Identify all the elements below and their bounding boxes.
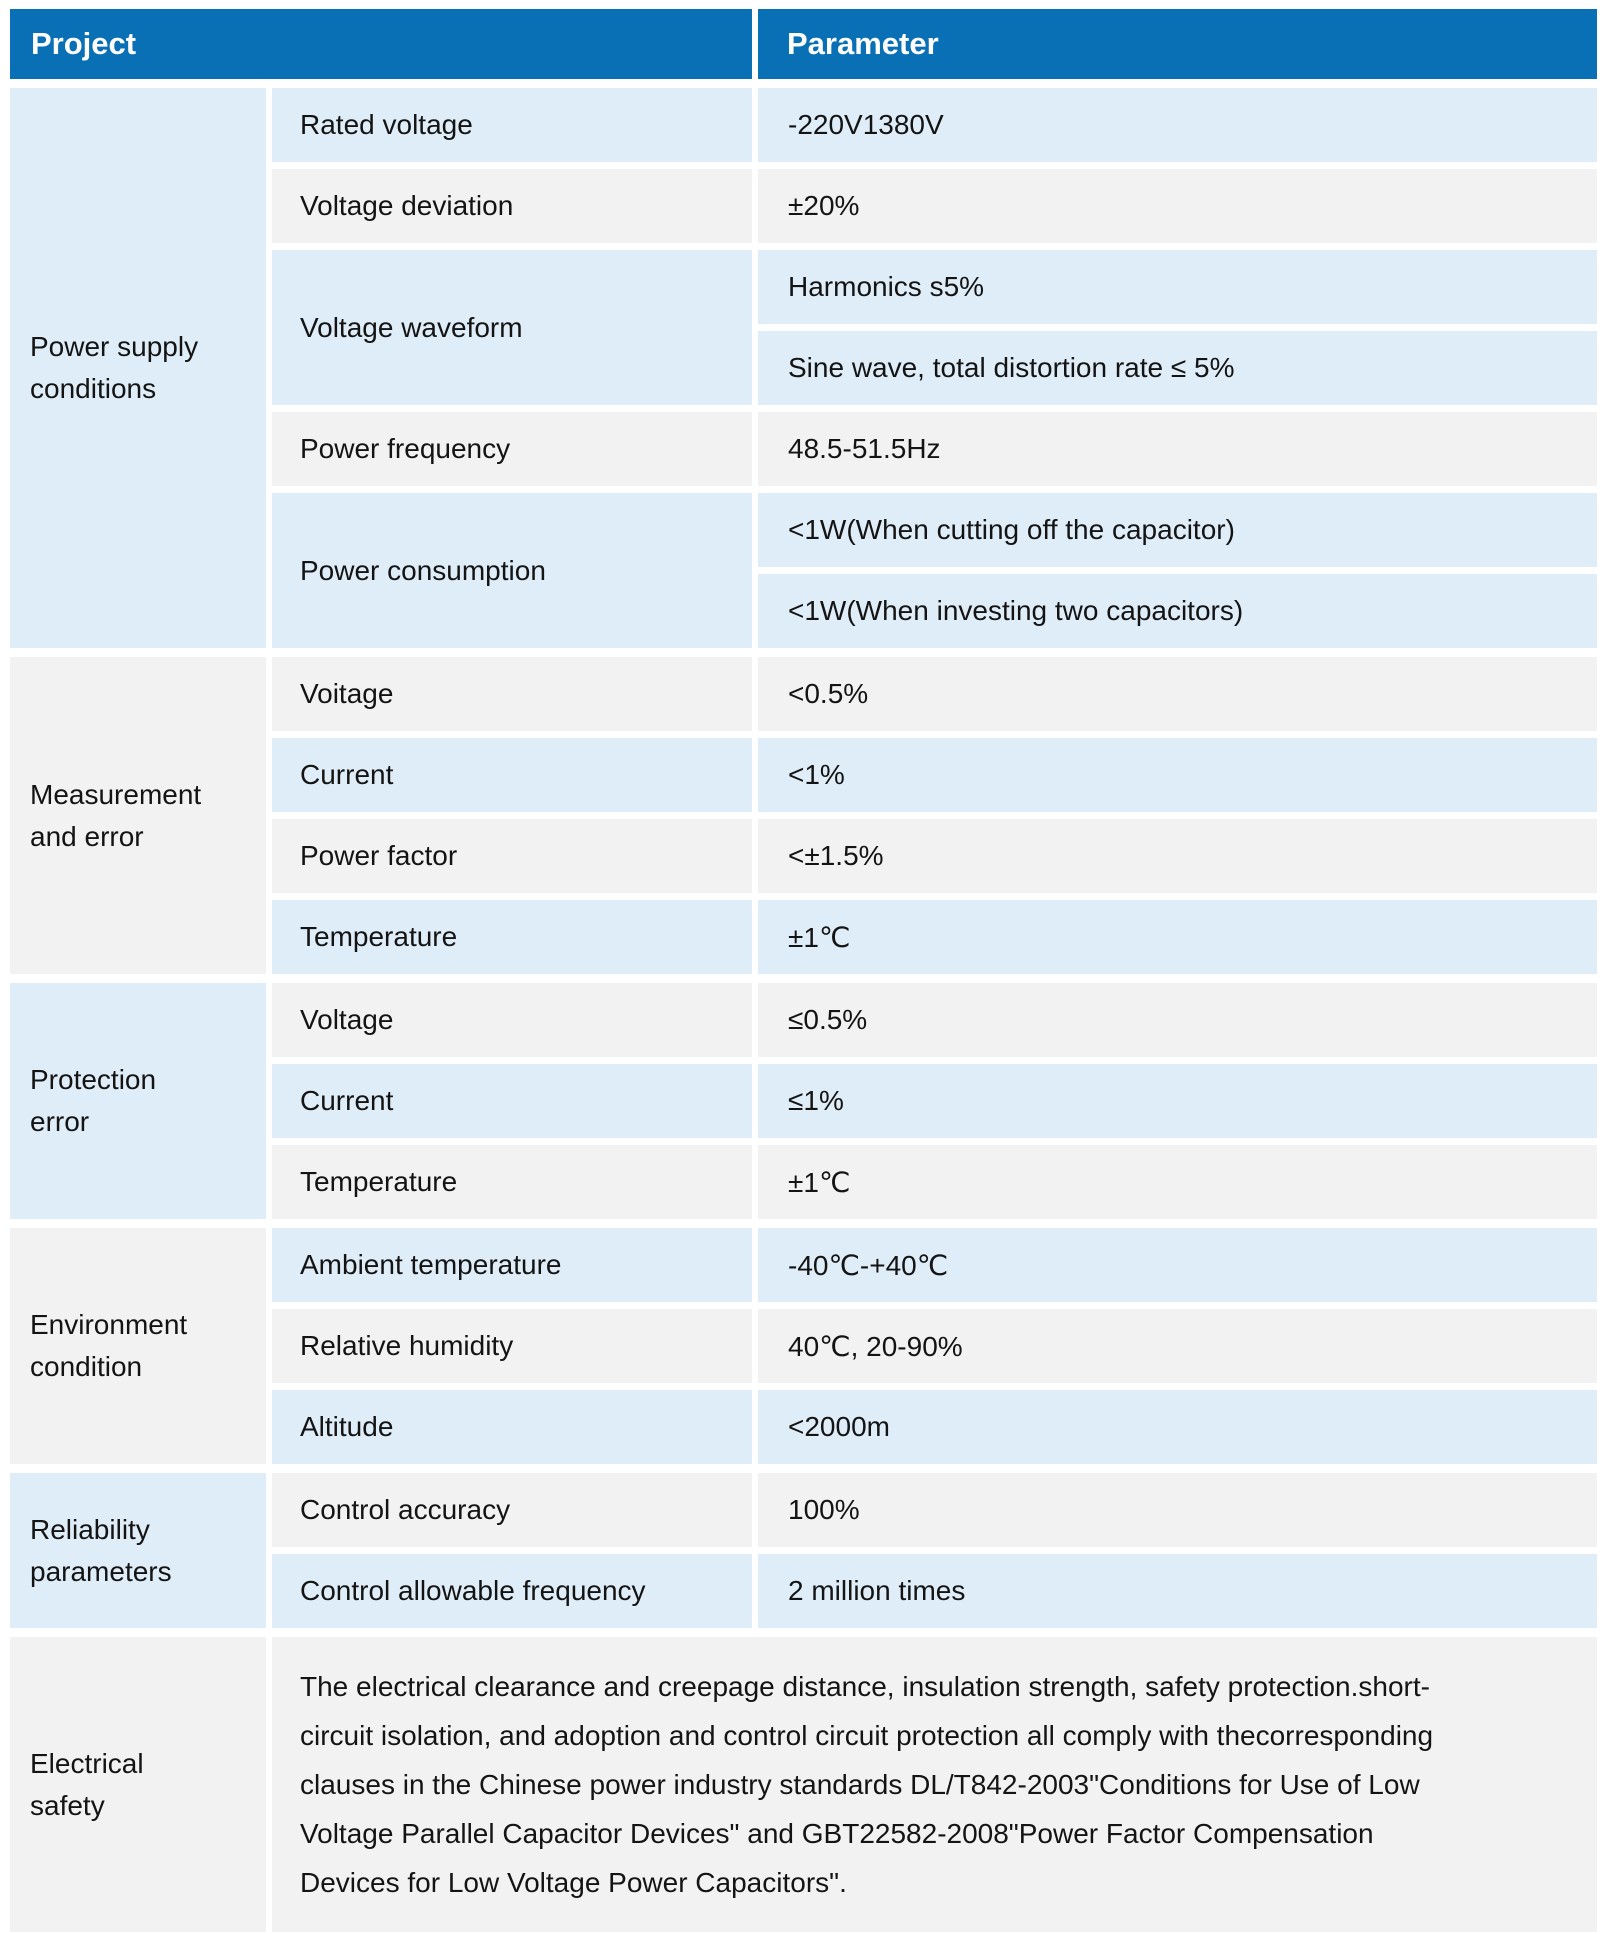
param-value: <±1.5% xyxy=(758,819,1597,893)
param-value: 100% xyxy=(758,1473,1597,1547)
param-values xyxy=(758,88,1597,162)
table-header-row xyxy=(10,9,1597,79)
group-label-environment-condition: Environment condition xyxy=(10,1228,266,1464)
group-body xyxy=(272,1637,1597,1932)
param-name-control-accuracy: Control accuracy xyxy=(272,1473,752,1547)
param-values xyxy=(758,983,1597,1057)
group-measurement-and-error xyxy=(10,657,1597,974)
table-row xyxy=(272,88,1597,162)
group-label-power-supply-conditions: Power supply conditions xyxy=(10,88,266,648)
group-full-text: The electrical clearance and creepage distance, insulation strength, safety protection.short-circuit isolation, and adoption and control circuit protection all comply with thecorresponding clauses in the Chinese power industry standards DL/T842-2003"Conditions for Use of Low Voltage Parallel Capacitor Devices" and GBT22582-2008"Power Factor Compensation Devices for Low Voltage Power Capacitors". xyxy=(272,1637,1597,1932)
param-value: <2000m xyxy=(758,1390,1597,1464)
table-row xyxy=(272,738,1597,812)
group-body xyxy=(272,983,1597,1219)
table-row xyxy=(272,983,1597,1057)
table-row xyxy=(272,1145,1597,1219)
param-value: 48.5-51.5Hz xyxy=(758,412,1597,486)
param-values xyxy=(758,1309,1597,1383)
param-name-temperature: Temperature xyxy=(272,1145,752,1219)
param-values xyxy=(758,900,1597,974)
param-values xyxy=(758,1554,1597,1628)
param-value: <0.5% xyxy=(758,657,1597,731)
param-value: -220V1380V xyxy=(758,88,1597,162)
param-values xyxy=(758,819,1597,893)
table-row xyxy=(272,819,1597,893)
table-row xyxy=(272,1473,1597,1547)
param-values xyxy=(758,493,1597,648)
group-power-supply-conditions xyxy=(10,88,1597,648)
param-value: ±1℃ xyxy=(758,1145,1597,1219)
column-header-parameter: Parameter xyxy=(758,9,1597,79)
param-name-power-frequency: Power frequency xyxy=(272,412,752,486)
group-environment-condition xyxy=(10,1228,1597,1464)
param-value: ±20% xyxy=(758,169,1597,243)
param-name-altitude: Altitude xyxy=(272,1390,752,1464)
group-body xyxy=(272,1228,1597,1464)
table-row xyxy=(272,1554,1597,1628)
param-name-voltage-deviation: Voltage deviation xyxy=(272,169,752,243)
param-name-voitage: Voitage xyxy=(272,657,752,731)
param-name-current: Current xyxy=(272,738,752,812)
param-name-control-allowable-frequency: Control allowable frequency xyxy=(272,1554,752,1628)
param-name-relative-humidity: Relative humidity xyxy=(272,1309,752,1383)
group-body xyxy=(272,88,1597,648)
table-body xyxy=(10,88,1597,1932)
param-values xyxy=(758,738,1597,812)
param-value: ≤1% xyxy=(758,1064,1597,1138)
group-body xyxy=(272,657,1597,974)
param-values xyxy=(758,1473,1597,1547)
param-values xyxy=(758,412,1597,486)
param-value: 40℃, 20-90% xyxy=(758,1309,1597,1383)
param-name-temperature: Temperature xyxy=(272,900,752,974)
param-value: <1W(When cutting off the capacitor) xyxy=(758,493,1597,567)
param-name-voltage: Voltage xyxy=(272,983,752,1057)
param-name-power-consumption: Power consumption xyxy=(272,493,752,648)
param-values xyxy=(758,250,1597,405)
group-body xyxy=(272,1473,1597,1628)
table-row xyxy=(272,1309,1597,1383)
param-value: Harmonics s5% xyxy=(758,250,1597,324)
table-row xyxy=(272,1390,1597,1464)
param-value: Sine wave, total distortion rate ≤ 5% xyxy=(758,331,1597,405)
table-row xyxy=(272,1064,1597,1138)
param-values xyxy=(758,657,1597,731)
param-values xyxy=(758,1390,1597,1464)
param-value: -40℃-+40℃ xyxy=(758,1228,1597,1302)
table-row xyxy=(272,493,1597,648)
param-name-ambient-temperature: Ambient temperature xyxy=(272,1228,752,1302)
group-label-electrical-safety: Electrical safety xyxy=(10,1637,266,1932)
table-row xyxy=(272,250,1597,405)
param-values xyxy=(758,1145,1597,1219)
param-values xyxy=(758,169,1597,243)
param-name-current: Current xyxy=(272,1064,752,1138)
table-row xyxy=(272,412,1597,486)
group-label-reliability-parameters: Reliability parameters xyxy=(10,1473,266,1628)
param-value: 2 million times xyxy=(758,1554,1597,1628)
param-value: <1W(When investing two capacitors) xyxy=(758,574,1597,648)
param-name-power-factor: Power factor xyxy=(272,819,752,893)
group-label-protection-error: Protection error xyxy=(10,983,266,1219)
group-protection-error xyxy=(10,983,1597,1219)
param-values xyxy=(758,1228,1597,1302)
param-name-rated-voltage: Rated voltage xyxy=(272,88,752,162)
spec-table xyxy=(10,9,1597,1932)
group-label-measurement-and-error: Measurement and error xyxy=(10,657,266,974)
table-row xyxy=(272,900,1597,974)
table-row xyxy=(272,169,1597,243)
column-header-project: Project xyxy=(10,9,752,79)
table-row xyxy=(272,657,1597,731)
param-value: ≤0.5% xyxy=(758,983,1597,1057)
table-row xyxy=(272,1228,1597,1302)
param-name-voltage-waveform: Voltage waveform xyxy=(272,250,752,405)
param-values xyxy=(758,1064,1597,1138)
param-value: ±1℃ xyxy=(758,900,1597,974)
group-reliability-parameters xyxy=(10,1473,1597,1628)
group-electrical-safety xyxy=(10,1637,1597,1932)
param-value: <1% xyxy=(758,738,1597,812)
